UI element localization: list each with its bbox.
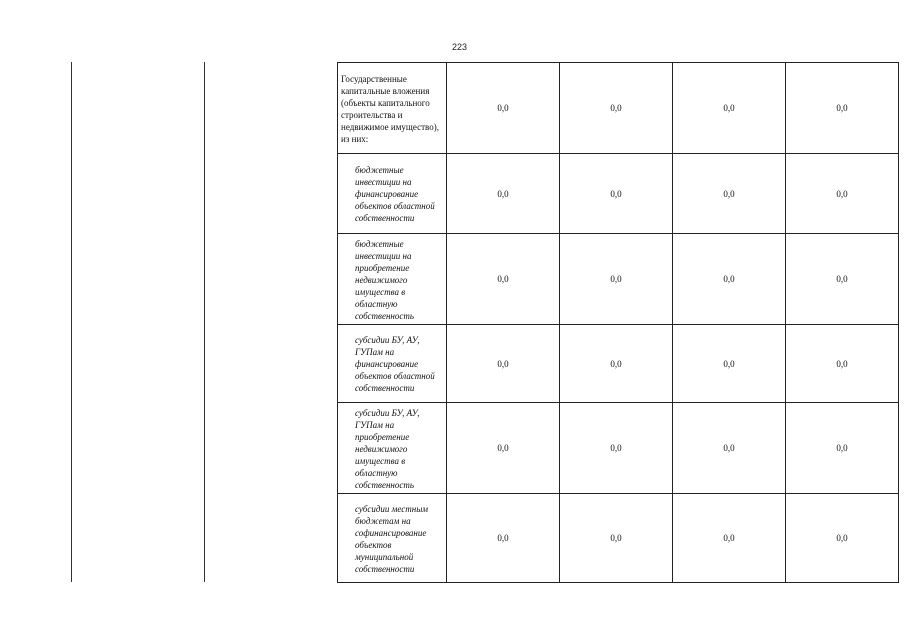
value-cell: 0,0 xyxy=(786,325,899,403)
value-cell: 0,0 xyxy=(673,154,786,234)
value-cell: 0,0 xyxy=(786,154,899,234)
row-label: субсидии местным бюджетам на софинансирование объектов муниципальной собственности xyxy=(355,503,429,574)
value-cell: 0,0 xyxy=(447,325,560,403)
page-number: 223 xyxy=(452,42,468,52)
value-cell: 0,0 xyxy=(560,154,673,234)
row-label: Государственные капитальные вложения (объекты капитального строительства и недвижимое имущество), из них: xyxy=(341,73,439,144)
value-cell: 0,0 xyxy=(560,234,673,325)
value-cell: 0,0 xyxy=(447,234,560,325)
value-cell: 0,0 xyxy=(786,234,899,325)
table-row xyxy=(338,154,899,234)
value-cell: 0,0 xyxy=(560,403,673,494)
row-label-cell xyxy=(338,494,447,583)
value-cell: 0,0 xyxy=(673,494,786,583)
value-cell: 0,0 xyxy=(447,154,560,234)
table-row xyxy=(338,403,899,494)
value-cell: 0,0 xyxy=(447,403,560,494)
row-label-cell xyxy=(338,234,447,325)
value-cell: 0,0 xyxy=(560,494,673,583)
row-label: субсидии БУ, АУ, ГУПам на приобретение недвижимого имущества в областную собственность xyxy=(355,407,420,490)
value-cell: 0,0 xyxy=(447,494,560,583)
capital-investments-table xyxy=(337,62,899,583)
row-label-cell xyxy=(338,154,447,234)
row-label-cell xyxy=(338,403,447,494)
row-label: субсидии БУ, АУ, ГУПам на финансирование объектов областной собственности xyxy=(355,335,435,393)
value-cell: 0,0 xyxy=(786,403,899,494)
table-row xyxy=(338,234,899,325)
row-label-cell xyxy=(338,63,447,154)
value-cell: 0,0 xyxy=(786,63,899,154)
value-cell: 0,0 xyxy=(673,325,786,403)
table-row xyxy=(338,63,899,154)
row-label-cell xyxy=(338,325,447,403)
value-cell: 0,0 xyxy=(560,63,673,154)
table-row xyxy=(338,325,899,403)
left-column-border-1 xyxy=(71,62,72,582)
value-cell: 0,0 xyxy=(673,403,786,494)
value-cell: 0,0 xyxy=(447,63,560,154)
value-cell: 0,0 xyxy=(560,325,673,403)
value-cell: 0,0 xyxy=(786,494,899,583)
table-row xyxy=(338,494,899,583)
value-cell: 0,0 xyxy=(673,63,786,154)
row-label: бюджетные инвестиции на финансирование объектов областной собственности xyxy=(355,165,435,223)
left-column-border-2 xyxy=(204,62,205,582)
value-cell: 0,0 xyxy=(673,234,786,325)
row-label: бюджетные инвестиции на приобретение недвижимого имущества в областную собственность xyxy=(355,238,414,321)
